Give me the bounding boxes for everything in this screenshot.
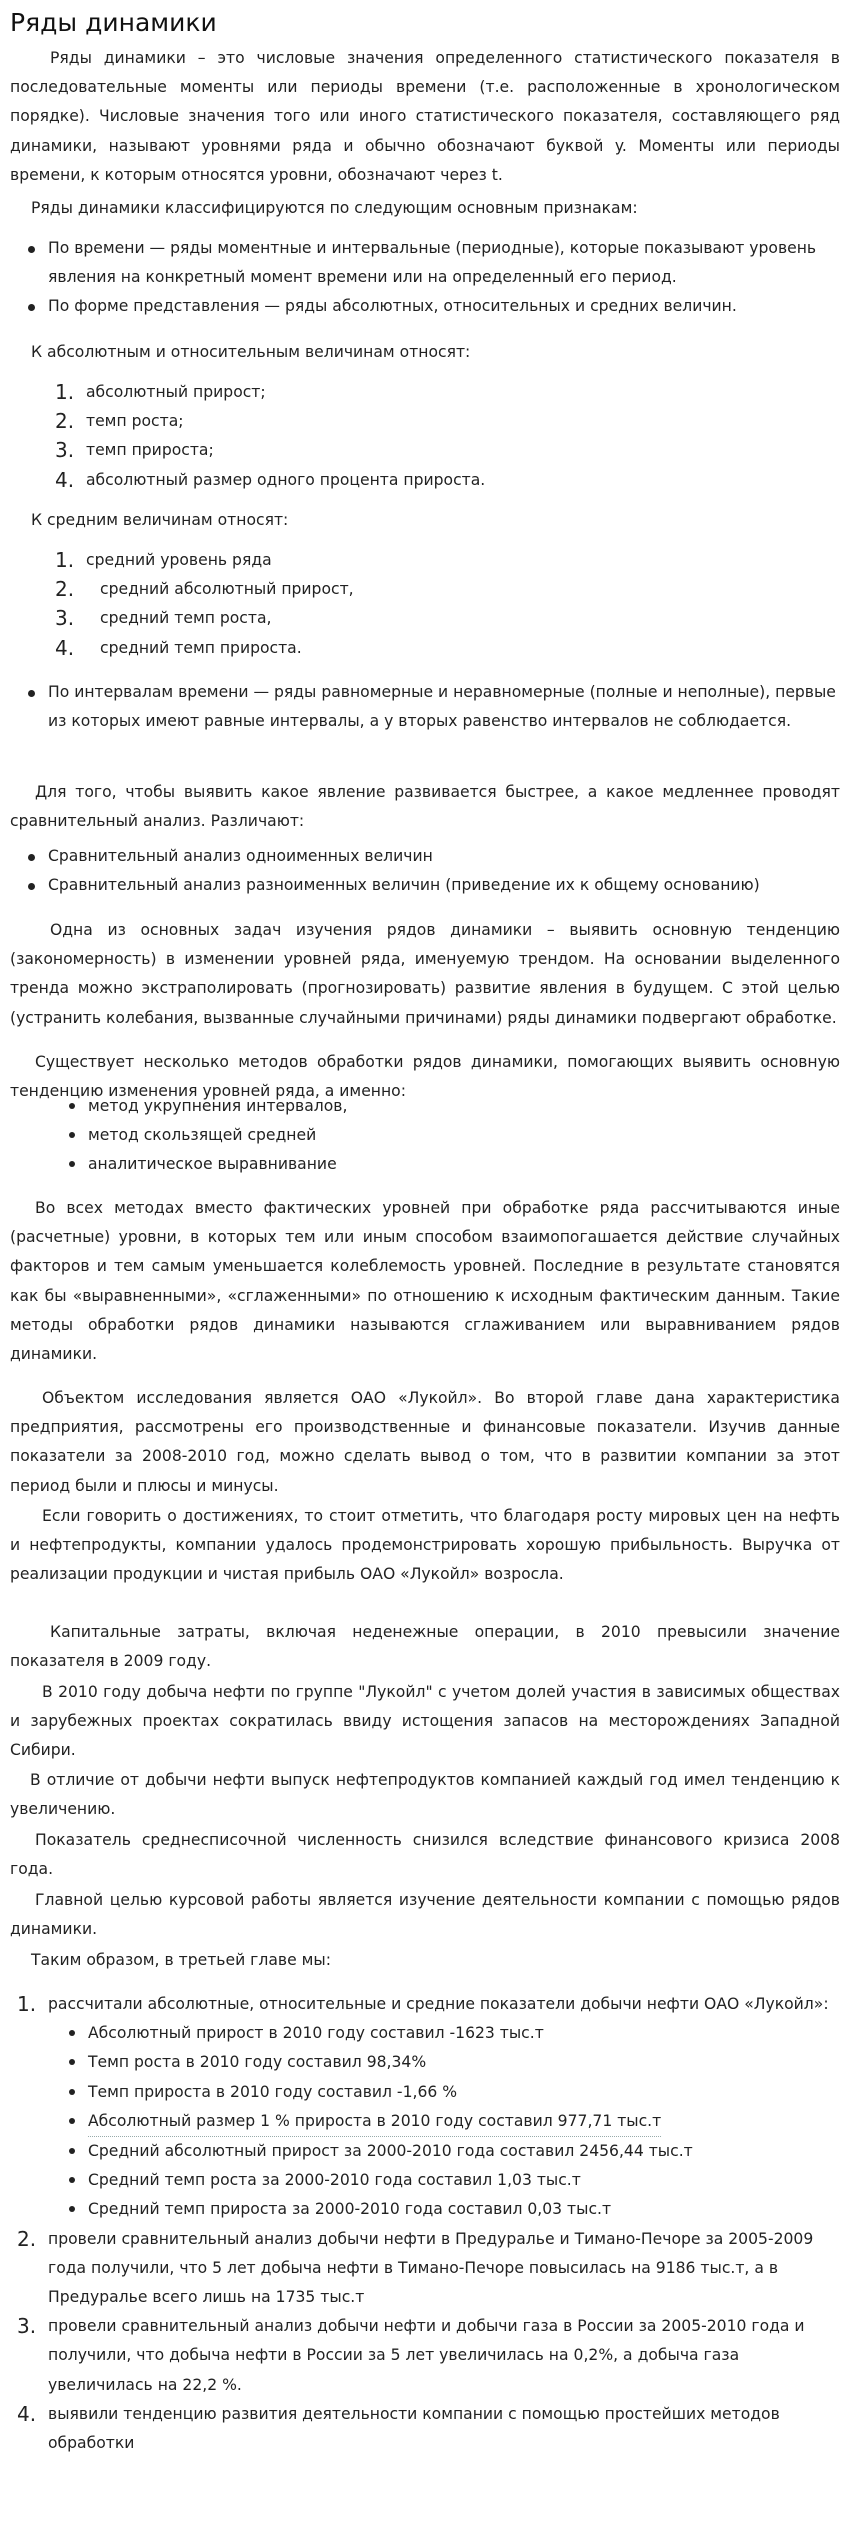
list-item: 3. темп прироста;	[55, 438, 214, 463]
list-item: 1. средний уровень ряда	[55, 548, 272, 572]
abs-rel-intro: К абсолютным и относительным величинам относят:	[31, 343, 471, 361]
refining-paragraph: В отличие от добычи нефти выпуск нефтепродуктов компанией каждый год имел тенденцию к увеличению.	[10, 1771, 840, 1819]
intro-paragraph: Ряды динамики – это числовые значения определенного статистического показателя в последовательные моменты или периоды времени (т.е. расположенные в хронологическом порядке). Числовые значения того или иного статистического показателя, составляющего ряд динамики, называют уровнями ряда и обычно обозначают буквой y. Моменты или периоды времени, к которым относятся уровни, обозначают через t.	[10, 49, 840, 184]
list-item: 1. абсолютный прирост;	[55, 380, 266, 404]
methods-paragraph: Существует несколько методов обработки рядов динамики, помогающих выявить основную тенденцию изменения уровней ряда, а именно:	[10, 1053, 840, 1101]
sub-list	[48, 2019, 840, 2224]
classify-list	[48, 234, 840, 322]
list-item: Темп прироста в 2010 году составил -1,66 %	[88, 2078, 840, 2107]
list-item: аналитическое выравнивание	[88, 1150, 347, 1179]
avg-intro: К средним величинам относят:	[31, 511, 289, 529]
compare-list	[48, 842, 840, 900]
achievements-paragraph: Если говорить о достижениях, то стоит отметить, что благодаря росту мировых цен на нефть и нефтепродукты, компании удалось продемонстрировать хорошую прибыльность. Выручка от реализации продукции и чистая прибыль ОАО «Лукойл» возросла.	[10, 1507, 840, 1584]
list-item: метод скользящей средней	[88, 1121, 347, 1150]
list-item: 2. провели сравнительный анализ добычи нефти в Предуралье и Тимано-Печоре за 2005-2009 года получили, что 5 лет добыча нефти в Тимано-Печоре повысилась на 9186 тыс.т, а в Предуралье всего лишь на 1735 тыс.т	[17, 2226, 814, 2307]
conclusion-intro: Таким образом, в третьей главе мы:	[31, 1951, 331, 1969]
smoothing-paragraph: Во всех методах вместо фактических уровней при обработке ряда рассчитываются иные (расчетные) уровни, в которых тем или иным способом взаимопогашается действие случайных факторов и тем самым уменьшается колеблемость уровней. Последние в результате становятся как бы «выравненными», «сглаженными» по отношению к исходным фактическим данным. Такие методы обработки рядов динамики называются сглаживанием или выравниванием рядов динамики.	[10, 1199, 840, 1364]
classify-intro: Ряды динамики классифицируются по следующим основным признакам:	[31, 199, 638, 217]
production-paragraph: В 2010 году добыча нефти по группе "Лукойл" с учетом долей участия в зависимых обществах и зарубежных проектах сократилась ввиду истощения запасов на месторождениях Западной Сибири.	[10, 1683, 840, 1760]
conclusion-list	[17, 1990, 840, 2458]
page-title: Ряды динамики	[10, 8, 217, 37]
list-item: Темп роста в 2010 году составил 98,34%	[88, 2048, 840, 2077]
headcount-paragraph: Показатель среднесписочной численность снизился вследствие финансового кризиса 2008 года.	[10, 1831, 840, 1879]
list-item: По времени — ряды моментные и интервальные (периодные), которые показывают уровень явления на конкретный момент времени или на определенный его период.	[48, 234, 840, 292]
object-paragraph: Объектом исследования является ОАО «Лукойл». Во второй главе дана характеристика предприятия, рассмотрены его производственные и финансовые показатели. Изучив данные показатели за 2008-2010 год, можно сделать вывод о том, что в развитии компании за этот период были и плюсы и минусы.	[10, 1389, 840, 1495]
list-item: 1. рассчитали абсолютные, относительные и средние показатели добычи нефти ОАО «Лукойл»: Абсолютный прирост в 2010 году составил -1623 тыс.т Темп роста в 2010 году составил 98,34% Темп прироста в 2010 году составил -1,66 % Абсолютный размер 1 % прироста в 2010 году составил 977,71 тыс.т Средний абсолютный прирост за 2000-2010 года составил 2456,44 тыс.т Средний темп роста за 2000-2010 года составил 1,03 тыс.т Средний темп прироста за 2000-2010 года составил 0,03 тыс.т	[48, 1990, 840, 2225]
list-item: Средний абсолютный прирост за 2000-2010 года составил 2456,44 тыс.т	[88, 2137, 840, 2166]
goal-paragraph: Главной целью курсовой работы является изучение деятельности компании с помощью рядов динамики.	[10, 1891, 840, 1939]
methods-list	[88, 1092, 347, 1180]
list-item: Средний темп роста за 2000-2010 года составил 1,03 тыс.т	[88, 2166, 840, 2195]
list-item: 4. выявили тенденцию развития деятельности компании с помощью простейших методов обработки	[17, 2401, 780, 2453]
list-item: 3. средний темп роста,	[55, 606, 272, 631]
list-item: 2. средний абсолютный прирост,	[55, 577, 354, 602]
list-item: 2. темп роста;	[55, 409, 184, 434]
compare-paragraph: Для того, чтобы выявить какое явление развивается быстрее, а какое медленнее проводят сравнительный анализ. Различают:	[10, 783, 840, 831]
abs-rel-list	[55, 378, 486, 495]
avg-list	[55, 546, 354, 663]
list-item: Абсолютный размер 1 % прироста в 2010 году составил 977,71 тыс.т	[88, 2107, 661, 2137]
list-item: 3. провели сравнительный анализ добычи нефти и добычи газа в России за 2005-2010 года и получили, что добыча нефти в России за 5 лет увеличилась на 0,2%, а добыча газа увеличилась на 22,2 %.	[17, 2314, 805, 2394]
list-item: метод укрупнения интервалов,	[88, 1092, 347, 1121]
interval-list	[48, 678, 847, 736]
task-paragraph: Одна из основных задач изучения рядов динамики – выявить основную тенденцию (закономерность) в изменении уровней ряда, именуемую трендом. На основании выделенного тренда можно экстраполировать (прогнозировать) развитие явления в будущем. С этой целью (устранить колебания, вызванные случайными причинами) ряды динамики подвергают обработке.	[10, 921, 840, 1027]
list-item: По интервалам времени — ряды равномерные и неравномерные (полные и неполные), первые из которых имеют равные интервалы, а у вторых равенство интервалов не соблюдается.	[48, 678, 847, 736]
list-item: Сравнительный анализ разноименных величин (приведение их к общему основанию)	[48, 871, 840, 900]
list-item: Абсолютный прирост в 2010 году составил -1623 тыс.т	[88, 2019, 840, 2048]
list-item: Сравнительный анализ одноименных величин	[48, 842, 840, 871]
list-item: По форме представления — ряды абсолютных, относительных и средних величин.	[48, 292, 840, 321]
capex-paragraph: Капитальные затраты, включая неденежные операции, в 2010 превысили значение показателя в 2009 году.	[10, 1623, 840, 1671]
list-item: Средний темп прироста за 2000-2010 года составил 0,03 тыс.т	[88, 2195, 840, 2224]
list-item: 4. абсолютный размер одного процента прироста.	[55, 467, 486, 492]
list-item: 4. средний темп прироста.	[55, 635, 302, 660]
